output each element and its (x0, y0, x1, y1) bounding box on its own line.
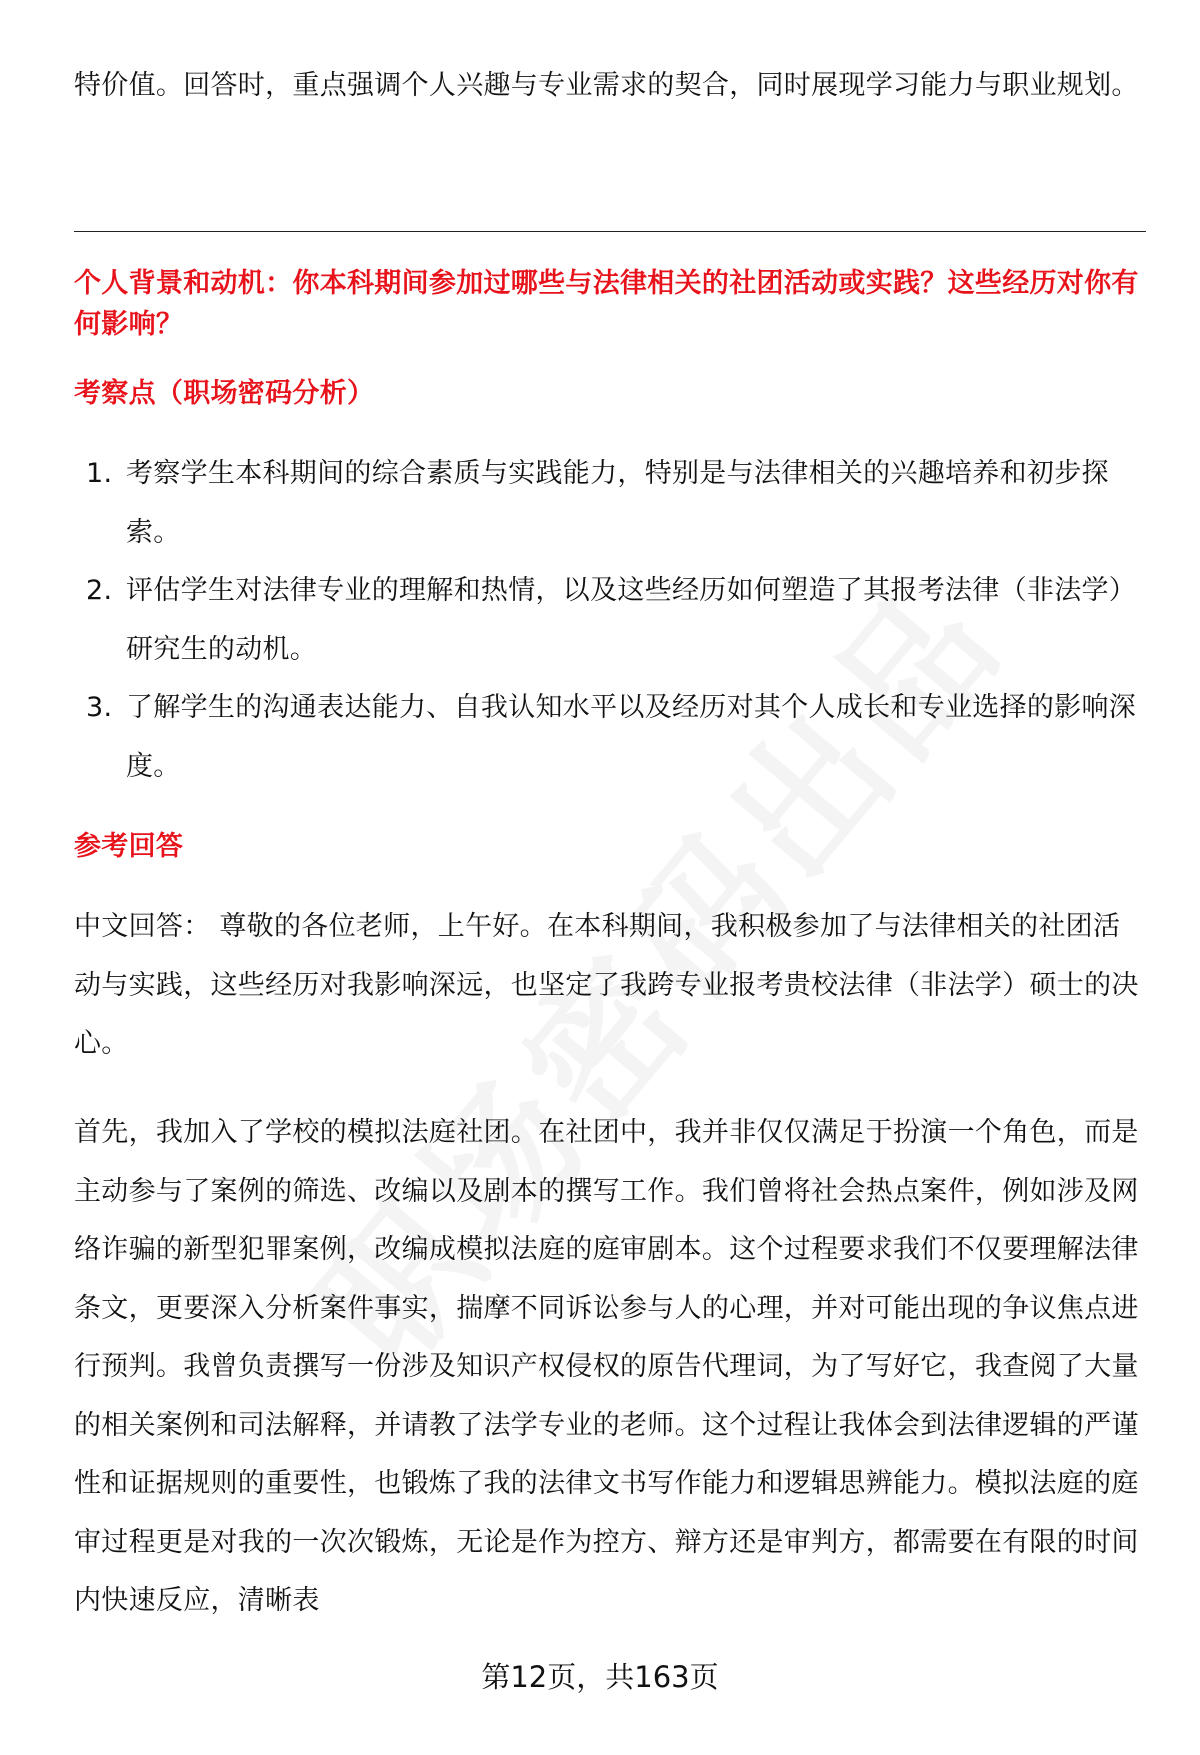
answer-paragraph-1 (74, 898, 1146, 1074)
answer-paragraph-2 (74, 1104, 1146, 1631)
list-item (74, 679, 1146, 796)
assessment-list (74, 445, 1146, 796)
page-number: 第12页，共163页 (481, 1660, 719, 1694)
list-number: 1. (86, 458, 113, 489)
list-text: 评估学生对法律专业的理解和热情，以及这些经历如何塑造了其报考法律（非法学）研究生的动机。 (126, 575, 1137, 665)
intro-text: 特价值。回答时，重点强调个人兴趣与专业需求的契合，同时展现学习能力与职业规划。 (74, 70, 1139, 101)
list-text: 考察学生本科期间的综合素质与实践能力，特别是与法律相关的兴趣培养和初步探索。 (126, 458, 1109, 548)
assessment-heading: 考察点（职场密码分析） (74, 378, 375, 409)
list-item (74, 562, 1146, 679)
intro-tail-paragraph (74, 57, 1146, 116)
list-number: 2. (86, 575, 113, 606)
list-number: 3. (86, 692, 113, 723)
question-heading: 个人背景和动机：你本科期间参加过哪些与法律相关的社团活动或实践？这些经历对你有何影响？ (74, 268, 1139, 340)
list-text: 了解学生的沟通表达能力、自我认知水平以及经历对其个人成长和专业选择的影响深度。 (126, 692, 1137, 782)
section-divider (74, 231, 1146, 232)
answer-text: 中文回答： 尊敬的各位老师，上午好。在本科期间，我积极参加了与法律相关的社团活动与实践，这些经历对我影响深远，也坚定了我跨专业报考贵校法律（非法学）硕士的决心。 (74, 911, 1139, 1059)
answer-text: 首先，我加入了学校的模拟法庭社团。在社团中，我并非仅仅满足于扮演一个角色，而是主动参与了案例的筛选、改编以及剧本的撰写工作。我们曾将社会热点案件，例如涉及网络诈骗的新型犯罪案例，改编成模拟法庭的庭审剧本。这个过程要求我们不仅要理解法律条文，更要深入分析案件事实，揣摩不同诉讼参与人的心理，并对可能出现的争议焦点进行预判。我曾负责撰写一份涉及知识产权侵权的原告代理词，为了写好它，我查阅了大量的相关案例和司法解释，并请教了法学专业的老师。这个过程让我体会到法律逻辑的严谨性和证据规则的重要性，也锻炼了我的法律文书写作能力和逻辑思辨能力。模拟法庭的庭审过程更是对我的一次次锻炼，无论是作为控方、辩方还是审判方，都需要在有限的时间内快速反应，清晰表 (74, 1117, 1139, 1616)
answer-heading: 参考回答 (74, 831, 184, 862)
list-item (74, 445, 1146, 562)
